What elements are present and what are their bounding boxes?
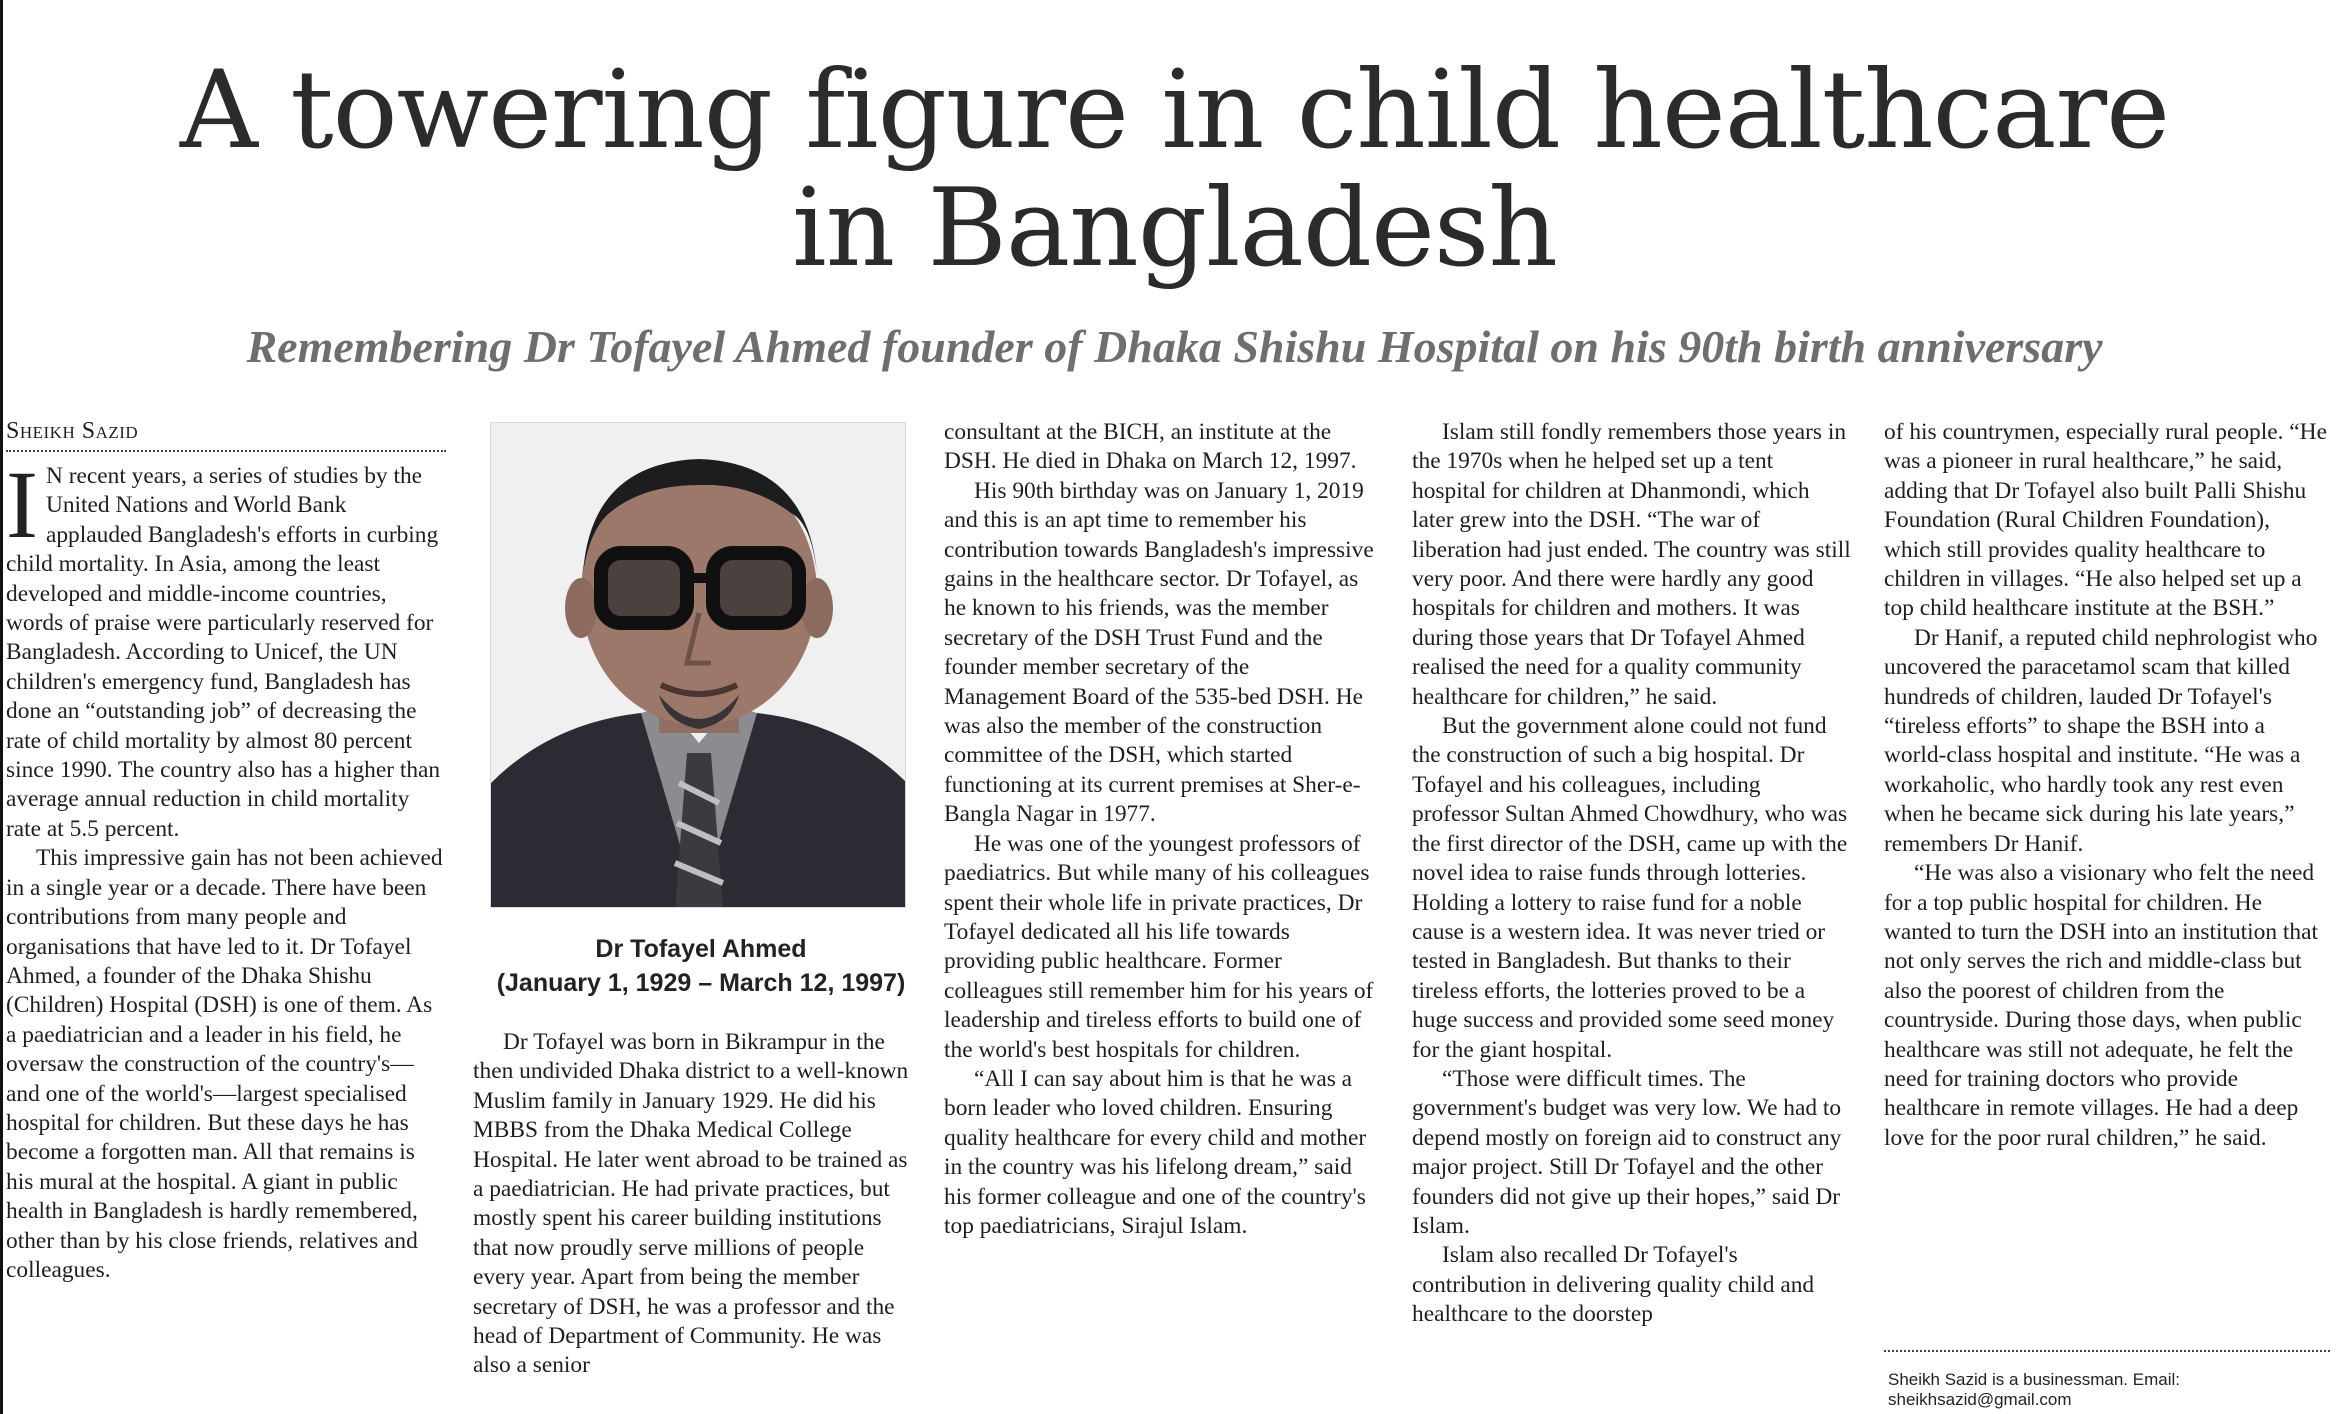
subheadline: Remembering Dr Tofayel Ahmed founder of Dhaka Shishu Hospital on his 90th birth anniversary [246,321,2103,372]
paragraph-7: “All I can say about him is that he was a born leader who loved children. Ensuring quality healthcare for every child and mother in the country was his lifelong dream,” said his former colleague and one of the country's top paediatricians, Sirajul Islam. [944,1065,1367,1239]
paragraph-13: Dr Hanif, a reputed child nephrologist who uncovered the paracetamol scam that killed hundreds of children, lauded Dr Tofayel's “tireless efforts” to shape the BSH into a world-class hospital and institute. “He was a workaholic, who hardly took any rest even when he became sick during his late years,” remembers Dr Hanif. [1884,624,2318,857]
article-column-4 [1412,418,1852,1414]
portrait-photo [490,422,906,908]
paragraph-3: Dr Tofayel was born in Bikrampur in the then undivided Dhaka district to a well-known Muslim family in January 1929. He did his MBBS from the Dhaka Medical College Hospital. He later went abroad to be trained as a paediatrician. He had private practices, but mostly spent his career building institutions that now proudly serve millions of people every year. Apart from being the member secretary of DSH, he was a professor and the head of Department of Community. He was also a senior [473,1029,909,1379]
paragraph-4: consultant at the BICH, an institute at the DSH. He died in Dhaka on March 12, 1997. [944,419,1357,475]
author-bio [1888,1370,2328,1410]
caption-dates: (January 1, 1929 – March 12, 1997) [496,969,906,997]
paragraph-5: His 90th birthday was on January 1, 2019 and this is an apt time to remember his contribution towards Bangladesh's impressive gains in the healthcare sector. Dr Tofayel, as he known to his friends, was the member secretary of the DSH Trust Fund and the founder member secretary of the Management Board of the 535-bed DSH. He was also the member of the construction committee of the DSH, which started functioning at its current premises at Sher-e-Bangla Nagar in 1977. [944,477,1374,828]
portrait-illustration [491,423,906,908]
caption-name: Dr Tofayel Ahmed [595,935,807,963]
headline-line-1: A towering figure in child healthcare [179,48,2170,173]
article-column-5 [1884,418,2330,1323]
paragraph-12: of his countrymen, especially rural people. “He was a pioneer in rural healthcare,” he said, adding that Dr Tofayel also built Palli Shishu Foundation (Rural Children Foundation), which still provides quality healthcare to children in villages. “He also helped set up a top child healthcare institute at the BSH.” [1884,419,2327,622]
article-column-1 [6,418,446,1414]
footer-divider [1884,1350,2330,1352]
author-email: sheikhsazid@gmail.com [1888,1390,2072,1409]
paragraph-9: But the government alone could not fund the construction of such a big hospital. Dr Tofayel and his colleagues, including professor Sultan Ahmed Chowdhury, who was the first director of the DSH, came up with the novel idea to raise funds through lotteries. Holding a lottery to raise fund for a noble cause is a western idea. It was never tried or tested in Bangladesh. But thanks to their tireless efforts, the lotteries proved to be a huge success and provided some seed money for the giant hospital. [1412,713,1848,1063]
paragraph-11: Islam also recalled Dr Tofayel's contribution in delivering quality child and healthcare to the doorstep [1412,1242,1815,1328]
paragraph-6: He was one of the youngest professors of paediatrics. But while many of his colleagues spent their whole life in private practices, Dr Tofayel dedicated all his life towards providing public healthcare. Former colleagues still remember him for his years of leadership and tireless efforts to build one of the world's best hospitals for children. [944,830,1374,1063]
paragraph-1-text: N recent years, a series of studies by the United Nations and World Bank applauded Bangladesh's efforts in curbing child mortality. In Asia, among the least developed and middle-income countries, words of praise were particularly reserved for Bangladesh. According to Unicef, the UN children's emergency fund, Bangladesh has done an “outstanding job” of decreasing the rate of child mortality by almost 80 percent since 1990. The country also has a higher than average annual reduction in child mortality rate at 5.5 percent. [6,463,441,842]
drop-cap: I [6,451,38,558]
headline [0,48,2349,291]
article-column-2 [473,1028,915,1414]
paragraph-8: Islam still fondly remembers those years in the 1970s when he helped set up a tent hospital for children at Dhanmondi, which later grew into the DSH. “The war of liberation had just ended. The country was still very poor. And there were hardly any good hospitals for children and mothers. It was during those years that Dr Tofayel Ahmed realised the need for a quality community healthcare for children,” he said. [1412,419,1851,710]
author-bio-line-1: Sheikh Sazid is a businessman. Email: [1888,1370,2180,1389]
photo-caption [473,932,929,1000]
headline-line-2: in Bangladesh [792,166,1557,291]
paragraph-1 [6,451,446,844]
paragraph-10: “Those were difficult times. The government's budget was very low. We had to depend mostly on foreign aid to construct any major project. Still Dr Tofayel and the other founders did not give up their hopes,” said Dr Islam. [1412,1065,1842,1239]
paragraph-2: This impressive gain has not been achieved in a single year or a decade. There have been contributions from many people and organisations that have led to it. Dr Tofayel Ahmed, a founder of the Dhaka Shishu (Children) Hospital (DSH) is one of them. As a paediatrician and a leader in his field, he oversaw the construction of the country's—and one of the world's—largest specialised hospital for children. But these days he has become a forgotten man. All that remains is his mural at the hospital. A giant in public health in Bangladesh is hardly remembered, other than by his close friends, relatives and colleagues. [6,845,443,1283]
article-column-3 [944,418,1374,1414]
byline: Sheikh Sazid [6,418,446,452]
paragraph-14: “He was also a visionary who felt the need for a top public hospital for children. He wanted to turn the DSH into an institution that not only serves the rich and middle-class but also the poorest of children from the countryside. During those days, when public healthcare was still not adequate, he felt the need for training doctors who provide healthcare in remote villages. He had a deep love for the poor rural children,” he said. [1884,860,2318,1151]
